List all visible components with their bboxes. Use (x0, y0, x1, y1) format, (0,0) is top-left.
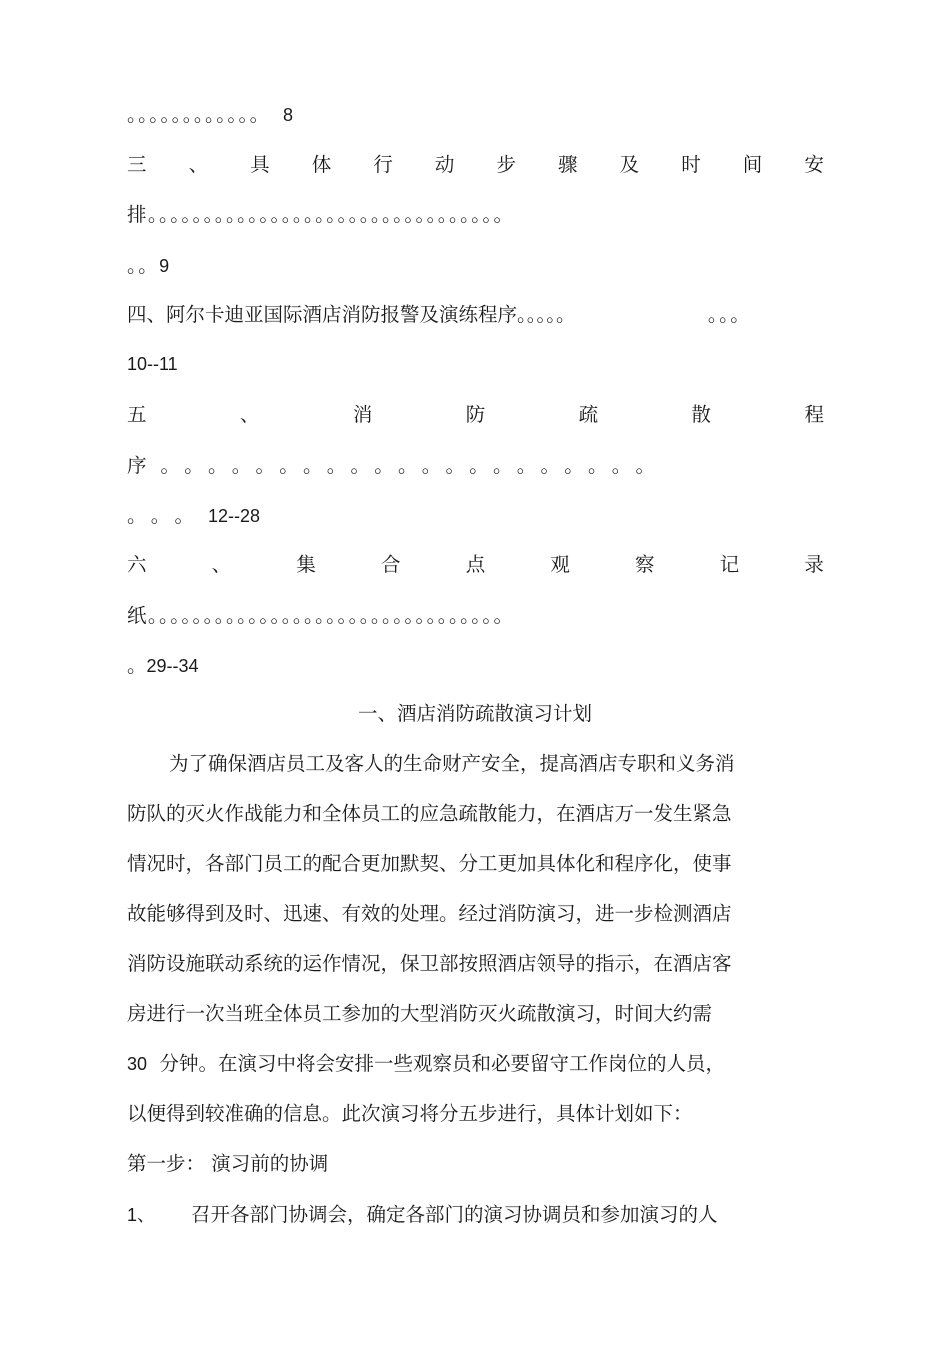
body-line-4: 故能够得到及时、迅速、有效的处理。经过消防演习，进一步检测酒店 (127, 902, 732, 925)
list-item-number: 1、 (127, 1205, 156, 1225)
toc-heading-char: 间 (742, 153, 763, 176)
toc-heading-char: 防 (465, 403, 486, 426)
toc-heading-char: 集 (296, 553, 316, 576)
toc-item-5-page-line (127, 504, 260, 528)
toc-heading-char: 行 (373, 153, 393, 176)
list-item-1 (127, 1203, 827, 1227)
toc-item-6-leader: 纸。。。。。。。。。。。。。。。。。。。。。。。。。。。。。。。。 (127, 604, 515, 627)
toc-heading-char: 、 (239, 403, 260, 426)
body-line-7-text: 分钟。在演习中将会安排一些观察员和必要留守工作岗位的人员， (159, 1052, 725, 1075)
list-item-text: 召开各部门协调会，确定各部门的演习协调员和参加演习的人 (191, 1203, 718, 1226)
toc-heading-char: 、 (188, 153, 209, 176)
toc-heading-char: 观 (550, 553, 570, 576)
toc-heading-char: 五 (127, 403, 147, 426)
toc-heading-char: 骤 (558, 153, 578, 176)
toc-leader-dots: 。。。 (707, 303, 752, 326)
toc-item-6-page-line (127, 654, 199, 678)
toc-page-number: 29--34 (146, 656, 199, 676)
body-line-5: 消防设施联动系统的运作情况，保卫部按照酒店领导的指示，在酒店客 (127, 952, 732, 975)
toc-leader-dots: 。。。。。。。。。。。。 (127, 103, 271, 126)
toc-heading-char: 、 (211, 553, 232, 576)
body-line-1: 为了确保酒店员工及客人的生命财产安全，提高酒店专职和义务消 (169, 752, 735, 775)
toc-heading-char: 察 (635, 553, 655, 576)
toc-heading-char: 具 (250, 153, 270, 176)
toc-item-4-text: 四、阿尔卡迪亚国际酒店消防报警及演练程序。。。。。 (127, 303, 576, 326)
body-line-2: 防队的灭火作战能力和全体员工的应急疏散能力，在酒店万一发生紧急 (127, 802, 732, 825)
toc-item-3-leader: 排。。。。。。。。。。。。。。。。。。。。。。。。。。。。。。。。 (127, 203, 515, 226)
toc-heading-char: 记 (719, 553, 740, 576)
toc-page-number: 12--28 (208, 506, 261, 526)
toc-heading-char: 及 (619, 153, 640, 176)
toc-item-5-heading (127, 403, 824, 426)
toc-heading-char: 录 (804, 553, 824, 576)
toc-heading-char: 点 (465, 553, 486, 576)
toc-item-5-leader: 序。。。。。。。。。。。。。。。。。。。。。 (127, 454, 670, 477)
toc-heading-char: 合 (381, 553, 401, 576)
toc-leader-dots: 。 (127, 654, 147, 677)
toc-item-3-heading (127, 153, 824, 176)
toc-item-3-page-line (127, 254, 169, 278)
toc-leader-dots: 。。 (127, 254, 160, 277)
toc-item-4 (127, 303, 751, 326)
step-heading: 第一步： 演习前的协调 (127, 1152, 329, 1175)
toc-heading-char: 动 (434, 153, 455, 176)
body-line-7 (127, 1052, 827, 1076)
body-line-8: 以便得到较准确的信息。此次演习将分五步进行，具体计划如下： (127, 1102, 693, 1125)
toc-heading-char: 程 (804, 403, 824, 426)
toc-heading-char: 体 (311, 153, 332, 176)
toc-leader-dots: 。。。 (127, 504, 209, 527)
toc-page-number: 9 (159, 256, 170, 276)
toc-heading-char: 疏 (578, 403, 599, 426)
toc-heading-char: 六 (127, 553, 147, 576)
toc-heading-char: 散 (691, 403, 712, 426)
body-number: 30 (127, 1054, 148, 1074)
toc-item-6-heading (127, 553, 824, 576)
toc-line-1 (127, 103, 293, 127)
toc-heading-char: 三 (127, 153, 147, 176)
toc-heading-char: 消 (352, 403, 373, 426)
toc-page-number: 10--11 (127, 354, 178, 374)
toc-heading-char: 安 (804, 153, 824, 176)
body-line-3: 情况时，各部门员工的配合更加默契、分工更加具体化和程序化，使事 (127, 852, 732, 875)
toc-heading-char: 时 (681, 153, 701, 176)
body-line-6: 房进行一次当班全体员工参加的大型消防灭火疏散演习，时间大约需 (127, 1002, 713, 1025)
toc-heading-char: 步 (496, 153, 516, 176)
section-title: 一、酒店消防疏散演习计划 (357, 702, 592, 725)
toc-page-number: 8 (282, 105, 293, 125)
